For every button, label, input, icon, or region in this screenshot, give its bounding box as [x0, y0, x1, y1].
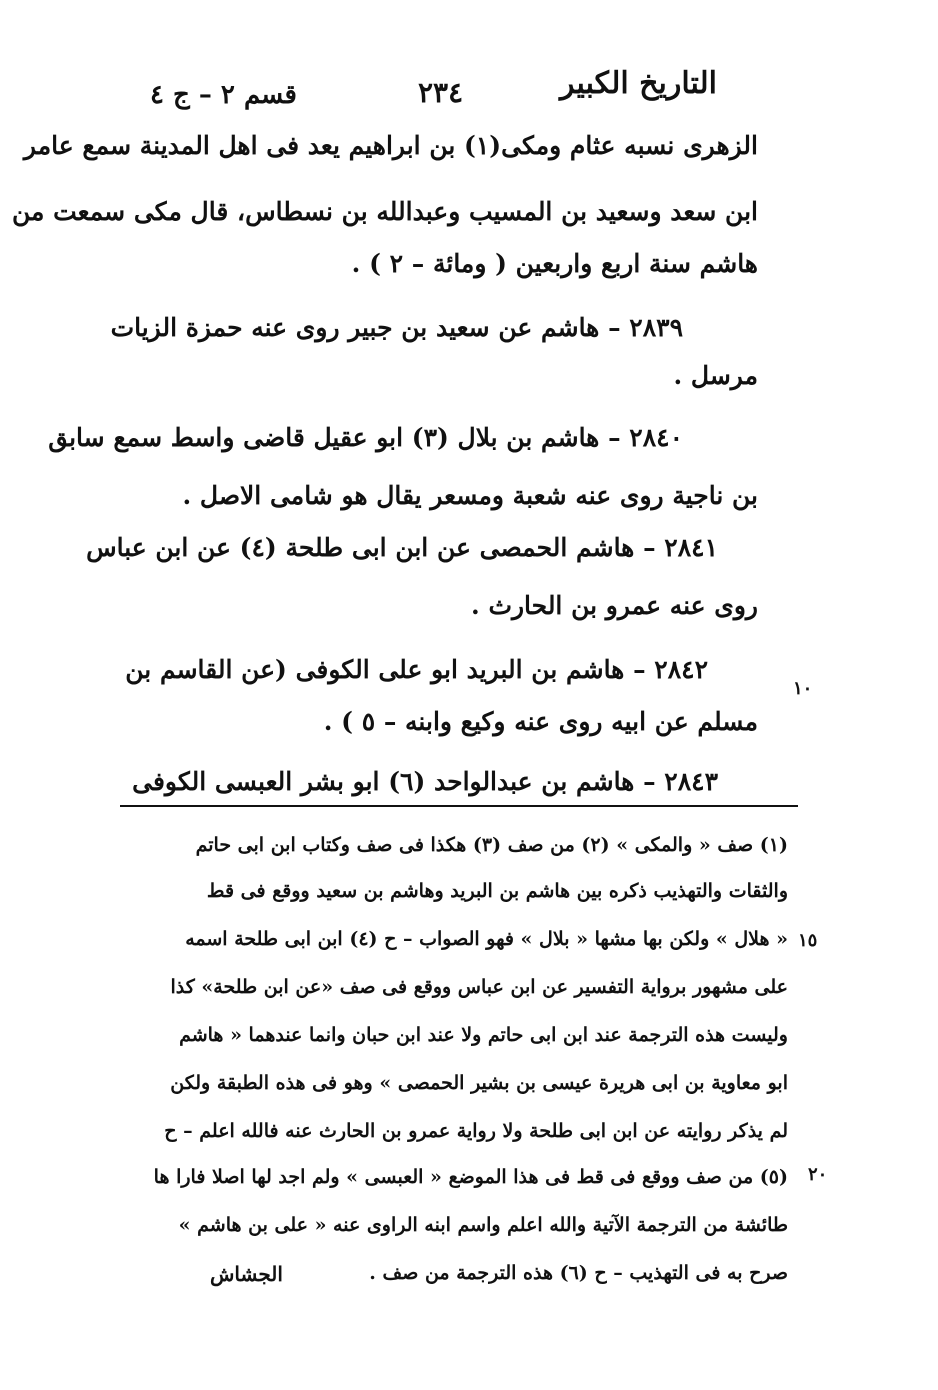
margin-line-number: ١٥ — [798, 930, 818, 951]
footnote-line: « هلال » ولكن بها مشها « بلال » فهو الصواب – ح (٤) ابن ابى طلحة اسمه — [185, 928, 788, 950]
entry-2839: ٢٨٣٩ – هاشم عن سعيد بن جبير روى عنه حمزة الزيات — [110, 313, 683, 342]
main-line: هاشم سنة اربع واربعين ( ومائة – ٢ ) . — [351, 249, 758, 278]
entry-2843: ٢٨٤٣ – هاشم بن عبدالواحد (٦) ابو بشر العبسى الكوفى — [132, 767, 718, 796]
footnote-line: (٥) من صف ووقع فى قط فى هذا الموضع « العبسى » ولم اجد لها اصلا فارا ها — [153, 1166, 788, 1188]
footnote-separator — [120, 805, 798, 807]
part-label: قسم ٢ – ج ٤ — [150, 80, 297, 110]
main-line: ابن سعد وسعيد بن المسيب وعبدالله بن نسطاس، قال مكى سمعت من — [11, 197, 758, 226]
footnote-line: ابو معاوية بن ابى هريرة عيسى بن بشير الحمصى » وهو فى هذه الطبقة ولكن — [170, 1072, 788, 1094]
main-line: مرسل . — [673, 361, 758, 390]
entry-2841: ٢٨٤١ – هاشم الحمصى عن ابن ابى طلحة (٤) عن ابن عباس — [86, 533, 718, 562]
footnote-line: طائشة من الترجمة الآتية والله اعلم واسم ابنه الراوى عنه « على بن هاشم » — [178, 1214, 788, 1236]
main-line: بن ناجية روى عنه شعبة ومسعر يقال هو شامى الاصل . — [182, 481, 758, 510]
signature: الجشاش — [210, 1262, 283, 1286]
margin-line-number: ١٠ — [793, 678, 813, 699]
entry-2840: ٢٨٤٠ – هاشم بن بلال (٣) ابو عقيل قاضى واسط سمع سابق — [48, 423, 683, 452]
footnote-line: وليست هذه الترجمة عند ابن ابى حاتم ولا عند ابن حبان وانما عندهما « هاشم — [179, 1024, 788, 1046]
main-line: مسلم عن ابيه روى عنه وكيع وابنه – ٥ ) . — [323, 707, 758, 736]
footnote-line: لم يذكر روايته عن ابن ابى طلحة ولا رواية عمرو بن الحارث عنه فالله اعلم – ح — [164, 1120, 788, 1142]
footnote-line: والثقات والتهذيب ذكره بين هاشم بن البريد وهاشم بن سعيد ووقع فى قط — [206, 880, 788, 902]
footnote-line: صرح به فى التهذيب – ح (٦) هذه الترجمة من صف . — [369, 1262, 788, 1284]
entry-2842: ٢٨٤٢ – هاشم بن البريد ابو على الكوفى (عن القاسم بن — [125, 655, 708, 684]
main-line: روى عنه عمرو بن الحارث . — [471, 591, 758, 620]
footnote-line: على مشهور برواية التفسير عن ابن عباس ووقع فى صف «عن ابن طلحة» كذا — [170, 976, 788, 998]
page-number: ٢٣٤ — [418, 76, 464, 109]
margin-line-number: ٢٠ — [808, 1164, 828, 1185]
main-line: الزهرى نسبه عثام ومكى(١) بن ابراهيم يعد فى اهل المدينة سمع عامر — [23, 131, 758, 160]
book-title: التاريخ الكبير — [560, 66, 718, 101]
footnote-line: (١) صف « والمكى » (٢) من صف (٣) هكذا فى صف وكتاب ابن ابى حاتم — [195, 834, 788, 856]
